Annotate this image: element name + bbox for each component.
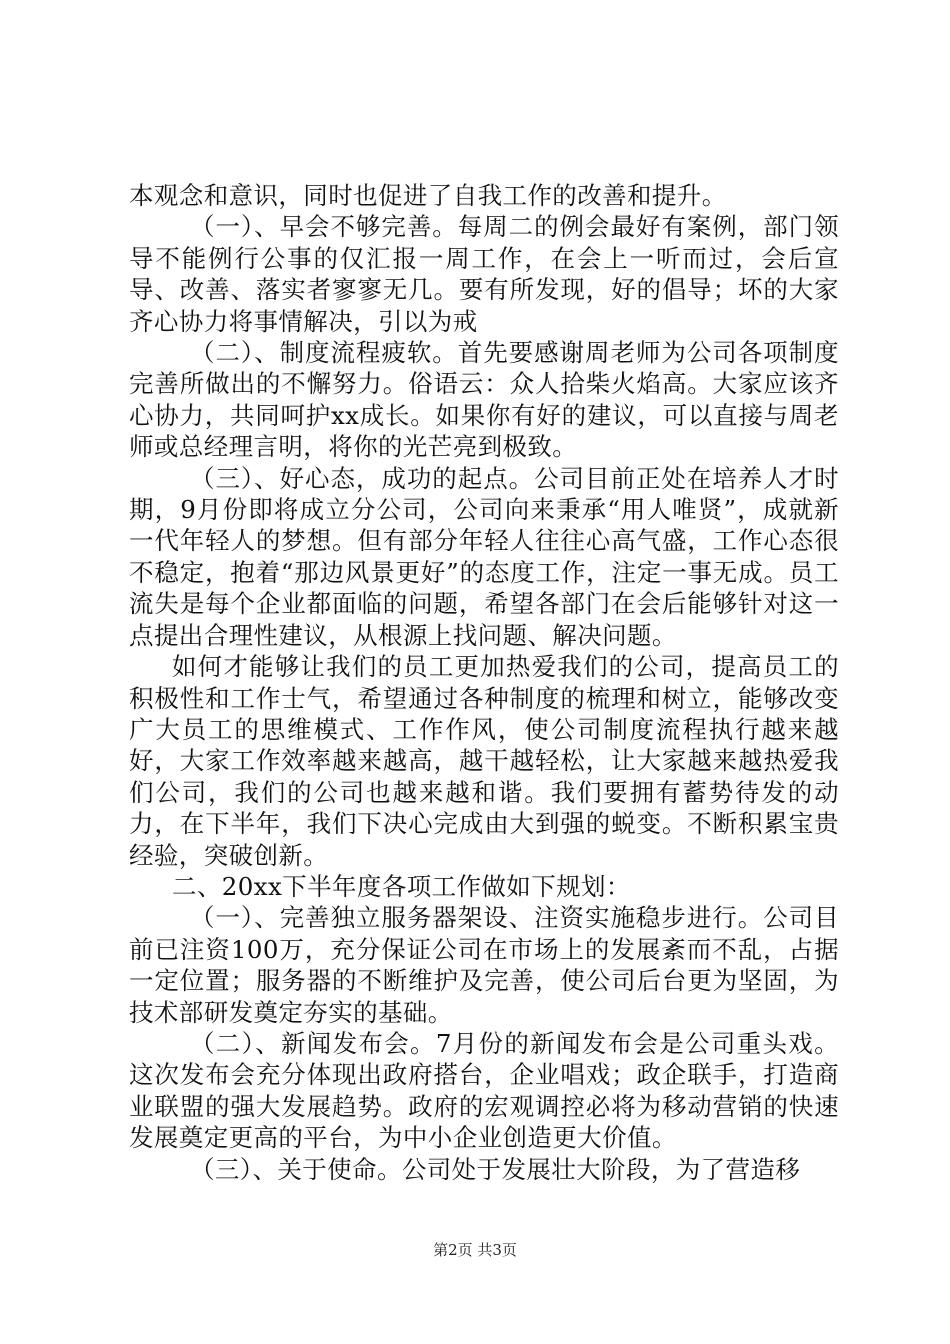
paragraph-mission: （三）、关于使命。公司处于发展壮大阶段，为了营造移 [190, 1154, 801, 1184]
paragraph-server-investment: （一）、完善独立服务器架设、注资实施稳步进行。公司目前已注资100万，充分保证公司在市场上的发展紊而不乱，占据一定位置；服务器的不断维护及完善，使公司后台更为坚固，为技术部研发奠定夯实的基础。 [129, 903, 839, 1027]
paragraph-morning-meeting: （一）、早会不够完善。每周二的例会最好有案例，部门领导不能例行公事的仅汇报一周工作，在会上一听而过，会后宣导、改善、落实者寥寥无几。要有所发现，好的倡导；坏的大家齐心协力将事情解决，引以为戒 [129, 212, 839, 336]
paragraph-employee-love: 如何才能够让我们的员工更加热爱我们的公司，提高员工的积极性和工作士气，希望通过各种制度的梳理和树立，能够改变广大员工的思维模式、工作作风，使公司制度流程执行越来越好，大家工作效率越来越高，越干越轻松，让大家越来越热爱我们公司，我们的公司也越来越和谐。我们要拥有蓄势待发的动力，在下半年，我们下决心完成由大到强的蜕变。不断积累宝贵经验，突破创新。 [129, 652, 839, 870]
paragraph-good-attitude: （三）、好心态，成功的起点。公司目前正处在培养人才时期，9月份即将成立分公司，公司向来秉承“用人唯贤”，成就新一代年轻人的梦想。但有部分年轻人往往心高气盛，工作心态很不稳定，抱着“那边风景更好”的态度工作，注定一事无成。员工流失是每个企业都面临的问题，希望各部门在会后能够针对这一点提出合理性建议，从根源上找问题、解决问题。 [129, 463, 839, 650]
paragraph-press-conference: （二）、新闻发布会。7月份的新闻发布会是公司重头戏。这次发布会充分体现出政府搭台，企业唱戏；政企联手，打造商业联盟的强大发展趋势。政府的宏观调控必将为移动营销的快速发展奠定更高的平台，为中小企业创造更大价值。 [129, 1028, 839, 1153]
document-body [129, 180, 839, 1185]
paragraph-process-system: （二）、制度流程疲软。首先要感谢周老师为公司各项制度完善所做出的不懈努力。俗语云：众人拾柴火焰高。大家应该齐心协力，共同呵护xx成长。如果你有好的建议，可以直接与周老师或总经理言明，将你的光芒亮到极致。 [129, 338, 839, 462]
paragraph-continuation: 本观念和意识，同时也促进了自我工作的改善和提升。 [129, 181, 727, 210]
section-heading-plan: 二、20xx下半年度各项工作做如下规划： [172, 871, 631, 901]
page-number-label: 第2页 共3页 [433, 1241, 517, 1259]
page-footer [0, 1240, 950, 1260]
